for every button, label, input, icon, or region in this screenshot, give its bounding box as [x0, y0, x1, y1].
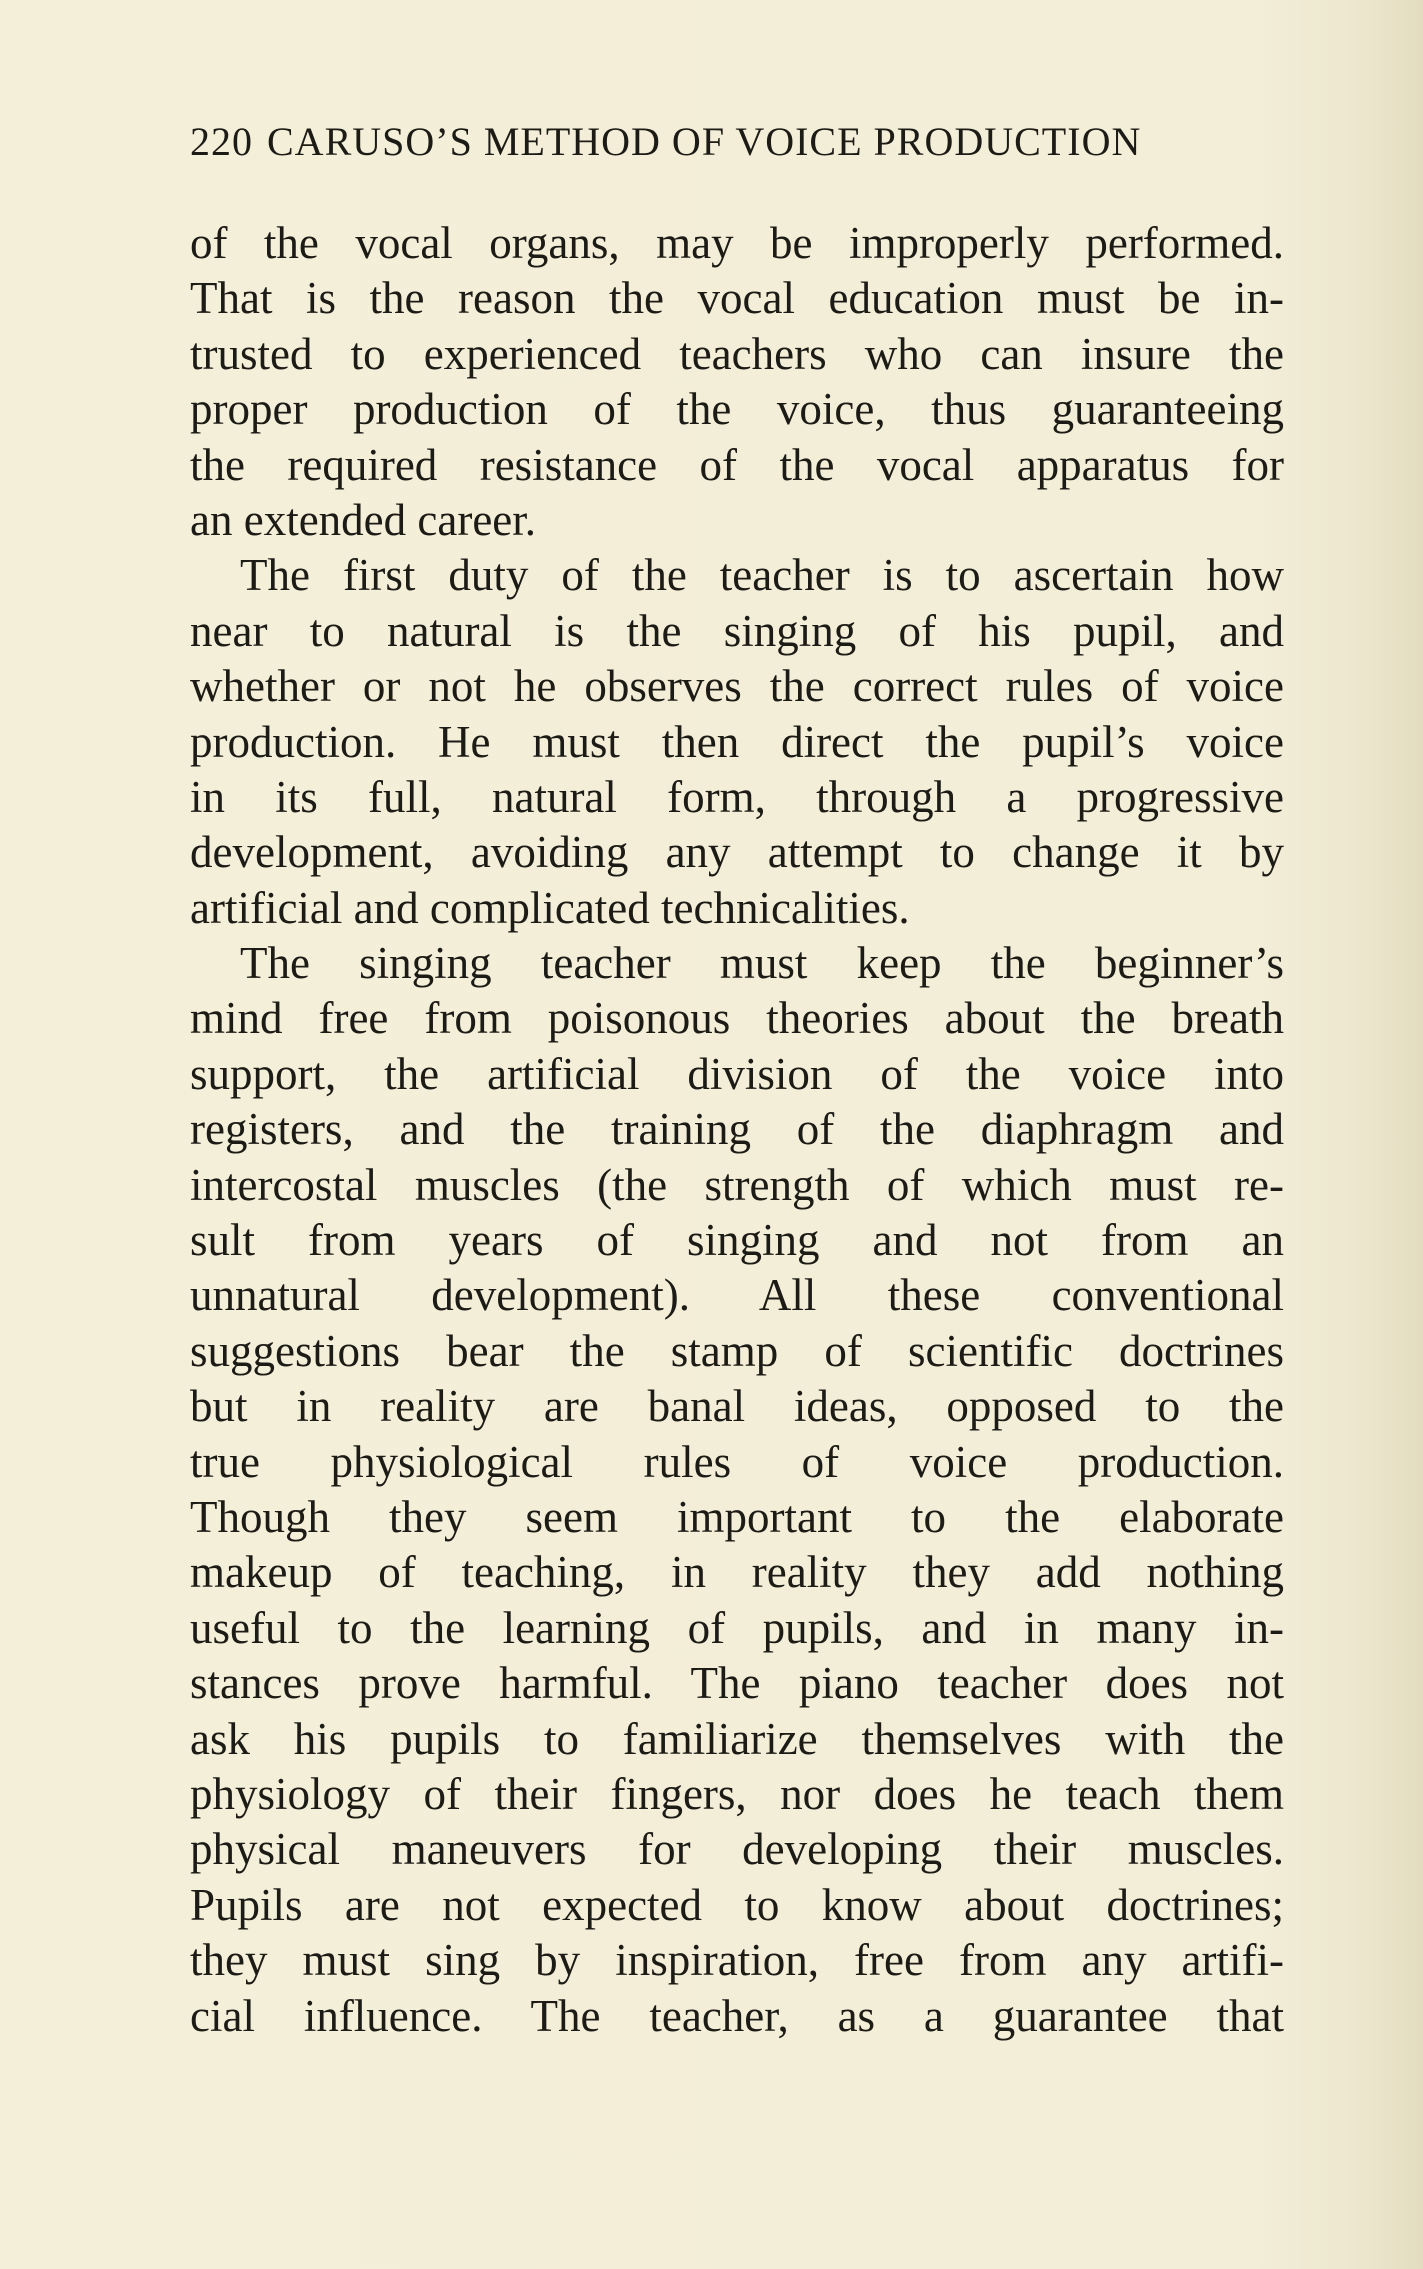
text-line: support, the artificial division of the voice into [190, 1048, 1284, 1099]
text-line: cial influence. The teacher, as a guarantee that [190, 1990, 1284, 2041]
text-line: The singing teacher must keep the beginner’s [240, 938, 1284, 989]
text-line: the required resistance of the vocal apparatus for [190, 439, 1284, 490]
text-line: trusted to experienced teachers who can insure the [190, 328, 1284, 379]
text-line: true physiological rules of voice production. [190, 1436, 1284, 1487]
paragraph [190, 216, 1284, 548]
body-text [190, 216, 1284, 2044]
paragraph [190, 548, 1284, 936]
page-number: 220 [190, 119, 253, 164]
text-line: development, avoiding any attempt to change it by [190, 827, 1284, 878]
text-line: registers, and the training of the diaphragm and [190, 1104, 1284, 1155]
text-line: whether or not he observes the correct rules of voice [190, 661, 1284, 712]
text-line: they must sing by inspiration, free from any artifi- [190, 1935, 1284, 1986]
text-line: makeup of teaching, in reality they add nothing [190, 1547, 1284, 1598]
text-line: useful to the learning of pupils, and in many in- [190, 1602, 1284, 1653]
text-line: an extended career. [190, 494, 537, 545]
text-line: mind free from poisonous theories about the breath [190, 993, 1284, 1044]
text-line: production. He must then direct the pupil’s voice [190, 716, 1284, 767]
running-title: CARUSO’S METHOD OF VOICE PRODUCTION [267, 119, 1142, 164]
text-line: stances prove harmful. The piano teacher does not [190, 1658, 1284, 1709]
text-line: suggestions bear the stamp of scientific doctrines [190, 1325, 1284, 1376]
text-line: in its full, natural form, through a progressive [190, 771, 1284, 822]
text-line: intercostal muscles (the strength of which must re- [190, 1159, 1284, 1210]
text-line: ask his pupils to familiarize themselves with the [190, 1713, 1284, 1764]
text-line: sult from years of singing and not from an [190, 1215, 1284, 1266]
text-line: physical maneuvers for developing their muscles. [190, 1824, 1284, 1875]
text-line: proper production of the voice, thus guaranteeing [190, 384, 1284, 435]
text-line: Though they seem important to the elaborate [190, 1491, 1284, 1542]
text-line: artificial and complicated technicalities. [190, 882, 910, 933]
text-line: unnatural development). All these conventional [190, 1270, 1284, 1321]
text-line: of the vocal organs, may be improperly performed. [190, 218, 1284, 268]
paragraph [190, 936, 1284, 2044]
text-line: near to natural is the singing of his pupil, and [190, 605, 1284, 656]
text-line: Pupils are not expected to know about doctrines; [190, 1879, 1284, 1930]
text-line: but in reality are banal ideas, opposed to the [190, 1381, 1284, 1432]
text-line: That is the reason the vocal education must be in- [190, 273, 1284, 324]
text-line: physiology of their fingers, nor does he teach them [190, 1768, 1284, 1819]
running-head [190, 118, 1280, 165]
text-line: The first duty of the teacher is to ascertain how [240, 550, 1284, 601]
